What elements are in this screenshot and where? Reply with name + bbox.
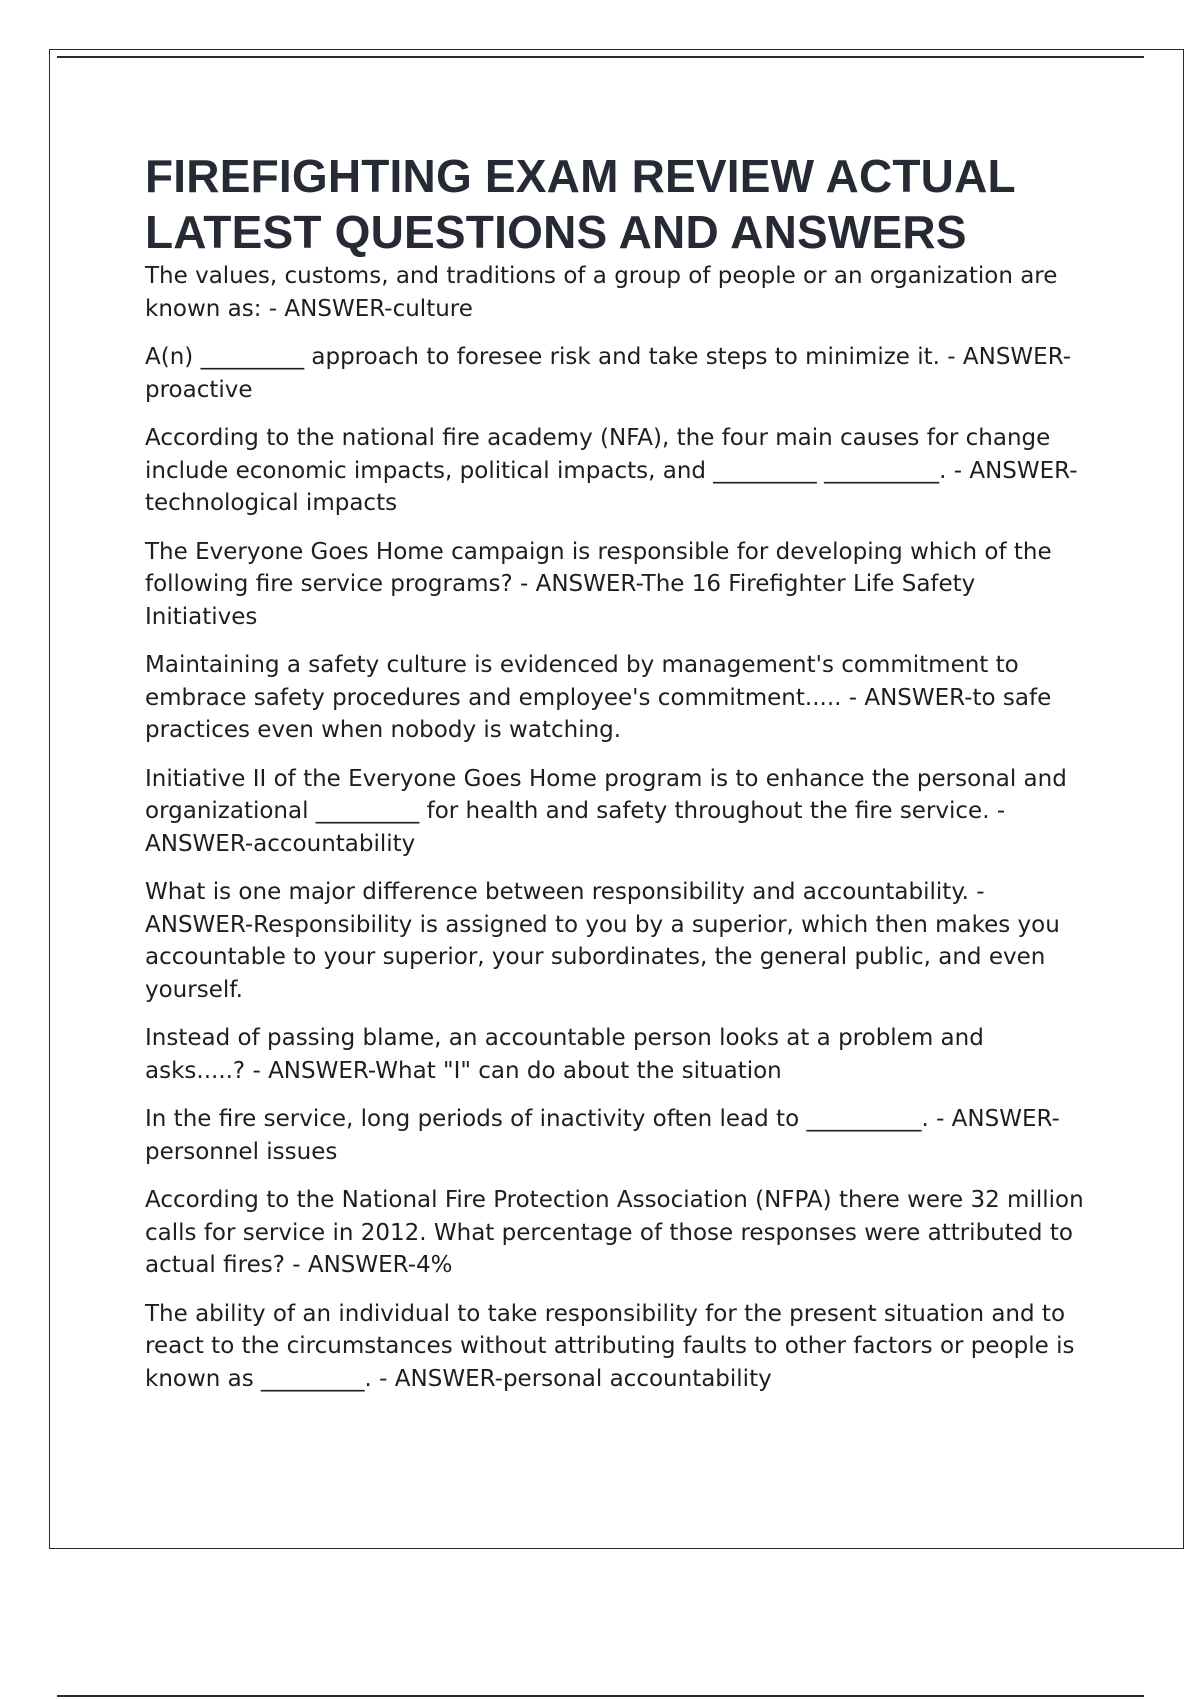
qa-item: The Everyone Goes Home campaign is responsible for developing which of the following fire service programs? - ANSWER-The 16 Firefighter Life Safety Initiatives [145,538,1052,630]
document-title: FIREFIGHTING EXAM REVIEW ACTUAL LATEST QUESTIONS AND ANSWERS [145,150,1015,258]
qa-item: According to the National Fire Protection Association (NFPA) there were 32 million calls for service in 2012. What percentage of those responses were attributed to actual fires? - ANSWER-4% [145,1187,1084,1278]
qa-item: Initiative II of the Everyone Goes Home program is to enhance the personal and organizational _________ for health and safety throughout the fire service. - ANSWER-accountability [145,765,1067,857]
document-body [145,148,1085,1411]
qa-item: In the fire service, long periods of inactivity often lead to __________. - ANSWER-personnel issues [145,1106,1060,1165]
qa-item: The values, customs, and traditions of a group of people or an organization are known as: - ANSWER-culture [145,263,1058,322]
qa-item: The ability of an individual to take responsibility for the present situation and to react to the circumstances without attributing faults to other factors or people is known as _________. - ANSWER-personal accountability [145,1300,1075,1392]
qa-item: What is one major difference between responsibility and accountability. - ANSWER-Responsibility is assigned to you by a superior, which then makes you accountable to your superior, your subordinates, the general public, and even yourself. [145,879,1060,1003]
qa-item: According to the national fire academy (NFA), the four main causes for change include economic impacts, political impacts, and _________ __________. - ANSWER-technological impacts [145,425,1078,516]
qa-item: Instead of passing blame, an accountable person looks at a problem and asks.....? - ANSWER-What "I" can do about the situation [145,1025,984,1084]
qa-item: A(n) _________ approach to foresee risk and take steps to minimize it. - ANSWER-proactive [145,344,1072,403]
qa-item: Maintaining a safety culture is evidenced by management's commitment to embrace safety procedures and employee's commitment..... - ANSWER-to safe practices even when nobody is watching. [145,652,1052,743]
header-rule [57,56,1144,58]
footer-rule [57,1695,1144,1697]
